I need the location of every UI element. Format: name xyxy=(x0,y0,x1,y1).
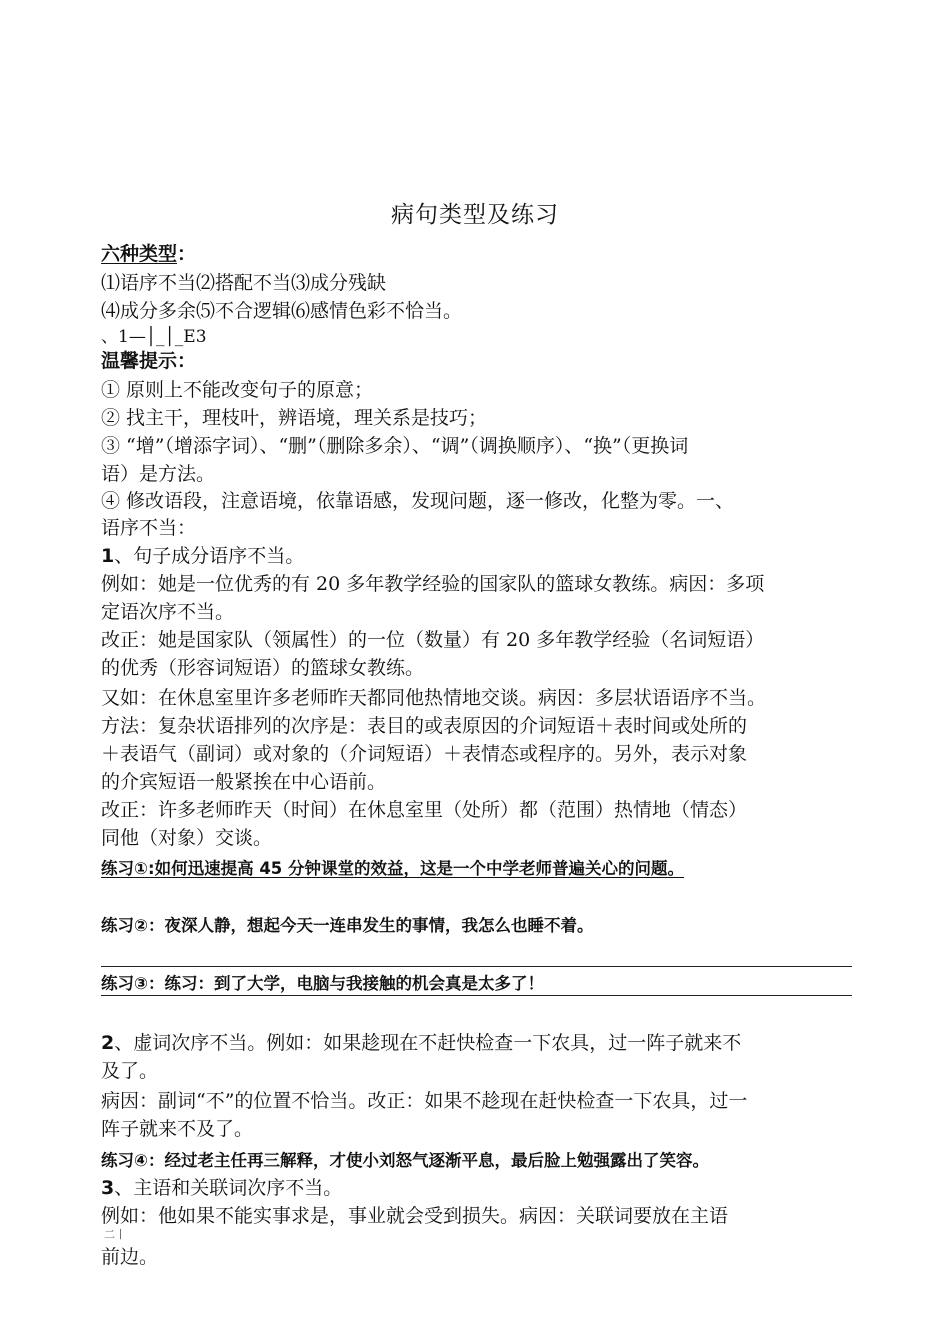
section-2-cause-line-1: 病因：副词“不”的位置不恰当。改正：如果不趁现在赶快检查一下农具，过一 xyxy=(101,1090,748,1112)
section-1-example-1-line-1: 例如：她是一位优秀的有 20 多年教学经验的国家队的篮球女教练。病因：多项 xyxy=(101,573,765,595)
section-3-title: 、主语和关联词次序不当。 xyxy=(114,1177,343,1199)
tips-heading-line xyxy=(101,348,196,374)
section-1-method-line-2: ＋表语气（副词）或对象的（介词短语）＋表情态或程序的。另外，表示对象 xyxy=(101,743,748,765)
garbled-line: 、1—│_│_E3 xyxy=(101,327,207,347)
section-1-fix-2-line-1: 改正：许多老师昨天（时间）在休息室里（处所）都（范围）热情地（情态） xyxy=(101,799,748,821)
section-1-fix-1-line-2: 的优秀（形容词短语）的篮球女教练。 xyxy=(101,657,425,679)
section-2-title: 、虚词次序不当。例如：如果趁现在不赶快检查一下农具，过一阵子就来不 xyxy=(114,1032,742,1054)
section-1-title: 、句子成分语序不当。 xyxy=(114,545,305,567)
exercise-3-top-rule xyxy=(101,966,852,967)
section-1-method-line-3: 的介宾短语一般紧挨在中心语前。 xyxy=(101,771,387,793)
section-1-fix-1-line-1: 改正：她是国家队（领属性）的一位（数量）有 20 多年教学经验（名词短语） xyxy=(101,629,765,651)
types-heading: 六种类型 xyxy=(101,243,178,265)
section-2-number: 2 xyxy=(101,1032,115,1054)
types-line-1: ⑴语序不当⑵搭配不当⑶成分残缺 xyxy=(101,272,387,294)
types-heading-line xyxy=(101,241,196,267)
types-line-2: ⑷成分多余⑸不合逻辑⑹感情色彩不恰当。 xyxy=(101,300,463,322)
section-3-example-line-2: 前边。 xyxy=(101,1246,159,1268)
section-3-example-line-1: 例如：他如果不能实事求是，事业就会受到损失。病因：关联词要放在主语 xyxy=(101,1205,729,1227)
section-3-heading xyxy=(101,1175,342,1201)
section-1-fix-2-line-2: 同他（对象）交谈。 xyxy=(101,827,273,849)
section-1-example-1-line-2: 定语次序不当。 xyxy=(101,601,235,623)
exercise-3-bottom-rule xyxy=(101,995,852,996)
section-3-number: 3 xyxy=(101,1177,115,1199)
tip-4-line-2: 语序不当： xyxy=(101,517,197,539)
exercise-3: 练习③：练习：到了大学，电脑与我接触的机会真是太多了！ xyxy=(101,974,544,993)
section-2-line-1 xyxy=(101,1030,741,1056)
section-1-number: 1 xyxy=(101,545,115,567)
tips-heading: 温馨提示 xyxy=(101,350,178,372)
exercise-2: 练习②：夜深人静，想起今天一连串发生的事情，我怎么也睡不着。 xyxy=(101,916,594,935)
tip-1: ① 原则上不能改变句子的原意； xyxy=(101,379,374,401)
document-title: 病句类型及练习 xyxy=(391,202,559,228)
stray-mark: 二丨 xyxy=(104,1228,126,1241)
section-2-cause-line-2: 阵子就来不及了。 xyxy=(101,1118,254,1140)
tip-3-line-2: 语）是方法。 xyxy=(101,463,216,485)
tip-3-line-1: ③ “增”（增添字词）、“删”（删除多余）、“调”（调换顺序）、“换”（更换词 xyxy=(101,435,689,457)
types-heading-colon: ： xyxy=(177,243,197,265)
exercise-1: 练习①:如何迅速提高 45 分钟课堂的效益，这是一个中学老师普遍关心的问题。 xyxy=(101,859,685,878)
section-2-line-2: 及了。 xyxy=(101,1060,159,1082)
exercise-4: 练习④：经过老主任再三解释，才使小刘怒气逐渐平息，最后脸上勉强露出了笑容。 xyxy=(101,1151,709,1170)
section-1-method-line-1: 方法：复杂状语排列的次序是：表目的或表原因的介词短语＋表时间或处所的 xyxy=(101,715,748,737)
tip-4-line-1: ④ 修改语段，注意语境，依靠语感，发现问题，逐一修改，化整为零。一、 xyxy=(101,490,735,512)
section-1-heading xyxy=(101,543,304,569)
section-1-example-2: 又如：在休息室里许多老师昨天都同他热情地交谈。病因：多层状语语序不当。 xyxy=(101,687,767,709)
tip-2: ② 找主干，理枝叶，辨语境，理关系是技巧； xyxy=(101,407,488,429)
tips-heading-colon: ： xyxy=(177,350,197,372)
